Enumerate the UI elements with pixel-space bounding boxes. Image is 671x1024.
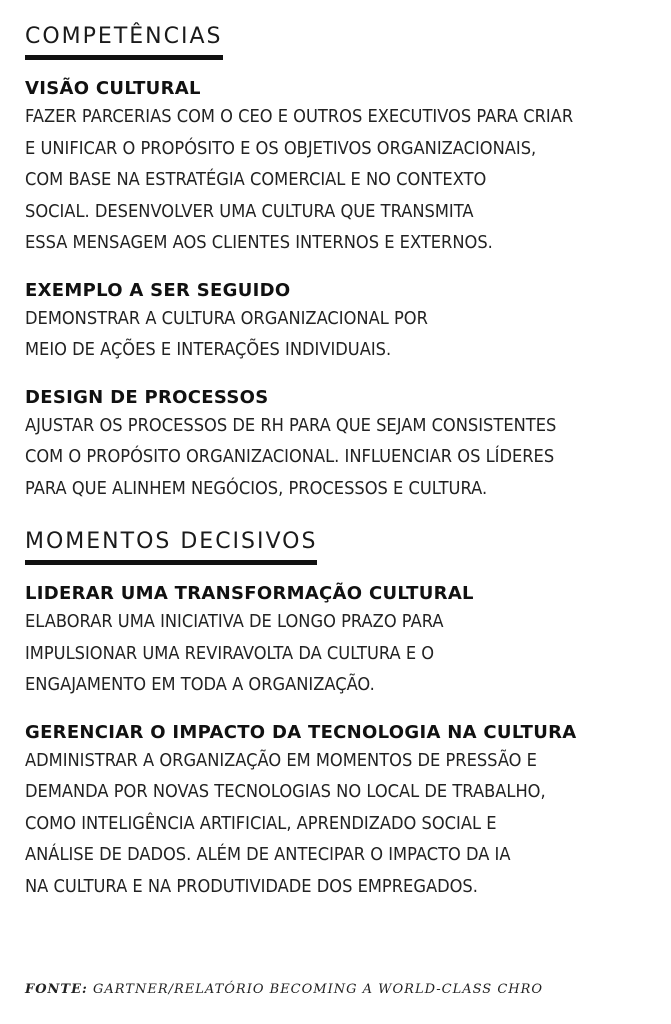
competency-item-exemplo — [25, 278, 655, 367]
section-title-competencias: COMPETÊNCIAS — [25, 22, 223, 60]
item-heading: VISÃO CULTURAL — [25, 78, 201, 99]
item-description: ELABORAR UMA INICIATIVA DE LONGO PRAZO PARA IMPULSIONAR UMA REVIRAVOLTA DA CULTURA E O ENGAJAMENTO EM TODA A ORGANIZAÇÃO. — [25, 612, 444, 695]
item-description: DEMONSTRAR A CULTURA ORGANIZACIONAL POR MEIO DE AÇÕES E INTERAÇÕES INDIVIDUAIS. — [25, 308, 428, 360]
competencias-section — [25, 22, 655, 505]
item-description: AJUSTAR OS PROCESSOS DE RH PARA QUE SEJAM CONSISTENTES COM O PROPÓSITO ORGANIZACIONAL. INFLUENCIAR OS LÍDERES PARA QUE ALINHEM NEGÓCIOS, PROCESSOS E CULTURA. — [25, 415, 557, 499]
item-heading: DESIGN DE PROCESSOS — [25, 386, 269, 408]
momentos-section — [25, 527, 655, 903]
moment-item-transformacao — [25, 581, 655, 702]
competency-item-visao-cultural — [25, 76, 655, 260]
moment-item-tecnologia — [25, 720, 655, 904]
source-label: FONTE: — [25, 982, 88, 997]
item-heading: EXEMPLO A SER SEGUIDO — [25, 279, 291, 301]
source-credit — [25, 982, 543, 997]
item-heading: LIDERAR UMA TRANSFORMAÇÃO CULTURAL — [25, 583, 474, 604]
item-heading: GERENCIAR O IMPACTO DA TECNOLOGIA NA CULTURA — [25, 721, 577, 743]
item-description: ADMINISTRAR A ORGANIZAÇÃO EM MOMENTOS DE PRESSÃO E DEMANDA POR NOVAS TECNOLOGIAS NO LOCAL DE TRABALHO, COMO INTELIGÊNCIA ARTIFICIAL, APRENDIZADO SOCIAL E ANÁLISE DE DADOS. ALÉM DE ANTECIPAR O IMPACTO DA IA NA CULTURA E NA PRODUTIVIDADE DOS EMPREGADOS. — [25, 750, 546, 897]
document-page — [25, 22, 655, 903]
item-description: FAZER PARCERIAS COM O CEO E OUTROS EXECUTIVOS PARA CRIAR E UNIFICAR O PROPÓSITO E OS OBJETIVOS ORGANIZACIONAIS, COM BASE NA ESTRATÉGIA COMERCIAL E NO CONTEXTO SOCIAL. DESENVOLVER UMA CULTURA QUE TRANSMITA ESSA MENSAGEM AOS CLIENTES INTERNOS E EXTERNOS. — [25, 107, 574, 253]
source-text: GARTNER/RELATÓRIO BECOMING A WORLD-CLASS CHRO — [92, 982, 544, 997]
section-title-momentos: MOMENTOS DECISIVOS — [25, 527, 317, 565]
competency-item-design-processos — [25, 385, 655, 506]
